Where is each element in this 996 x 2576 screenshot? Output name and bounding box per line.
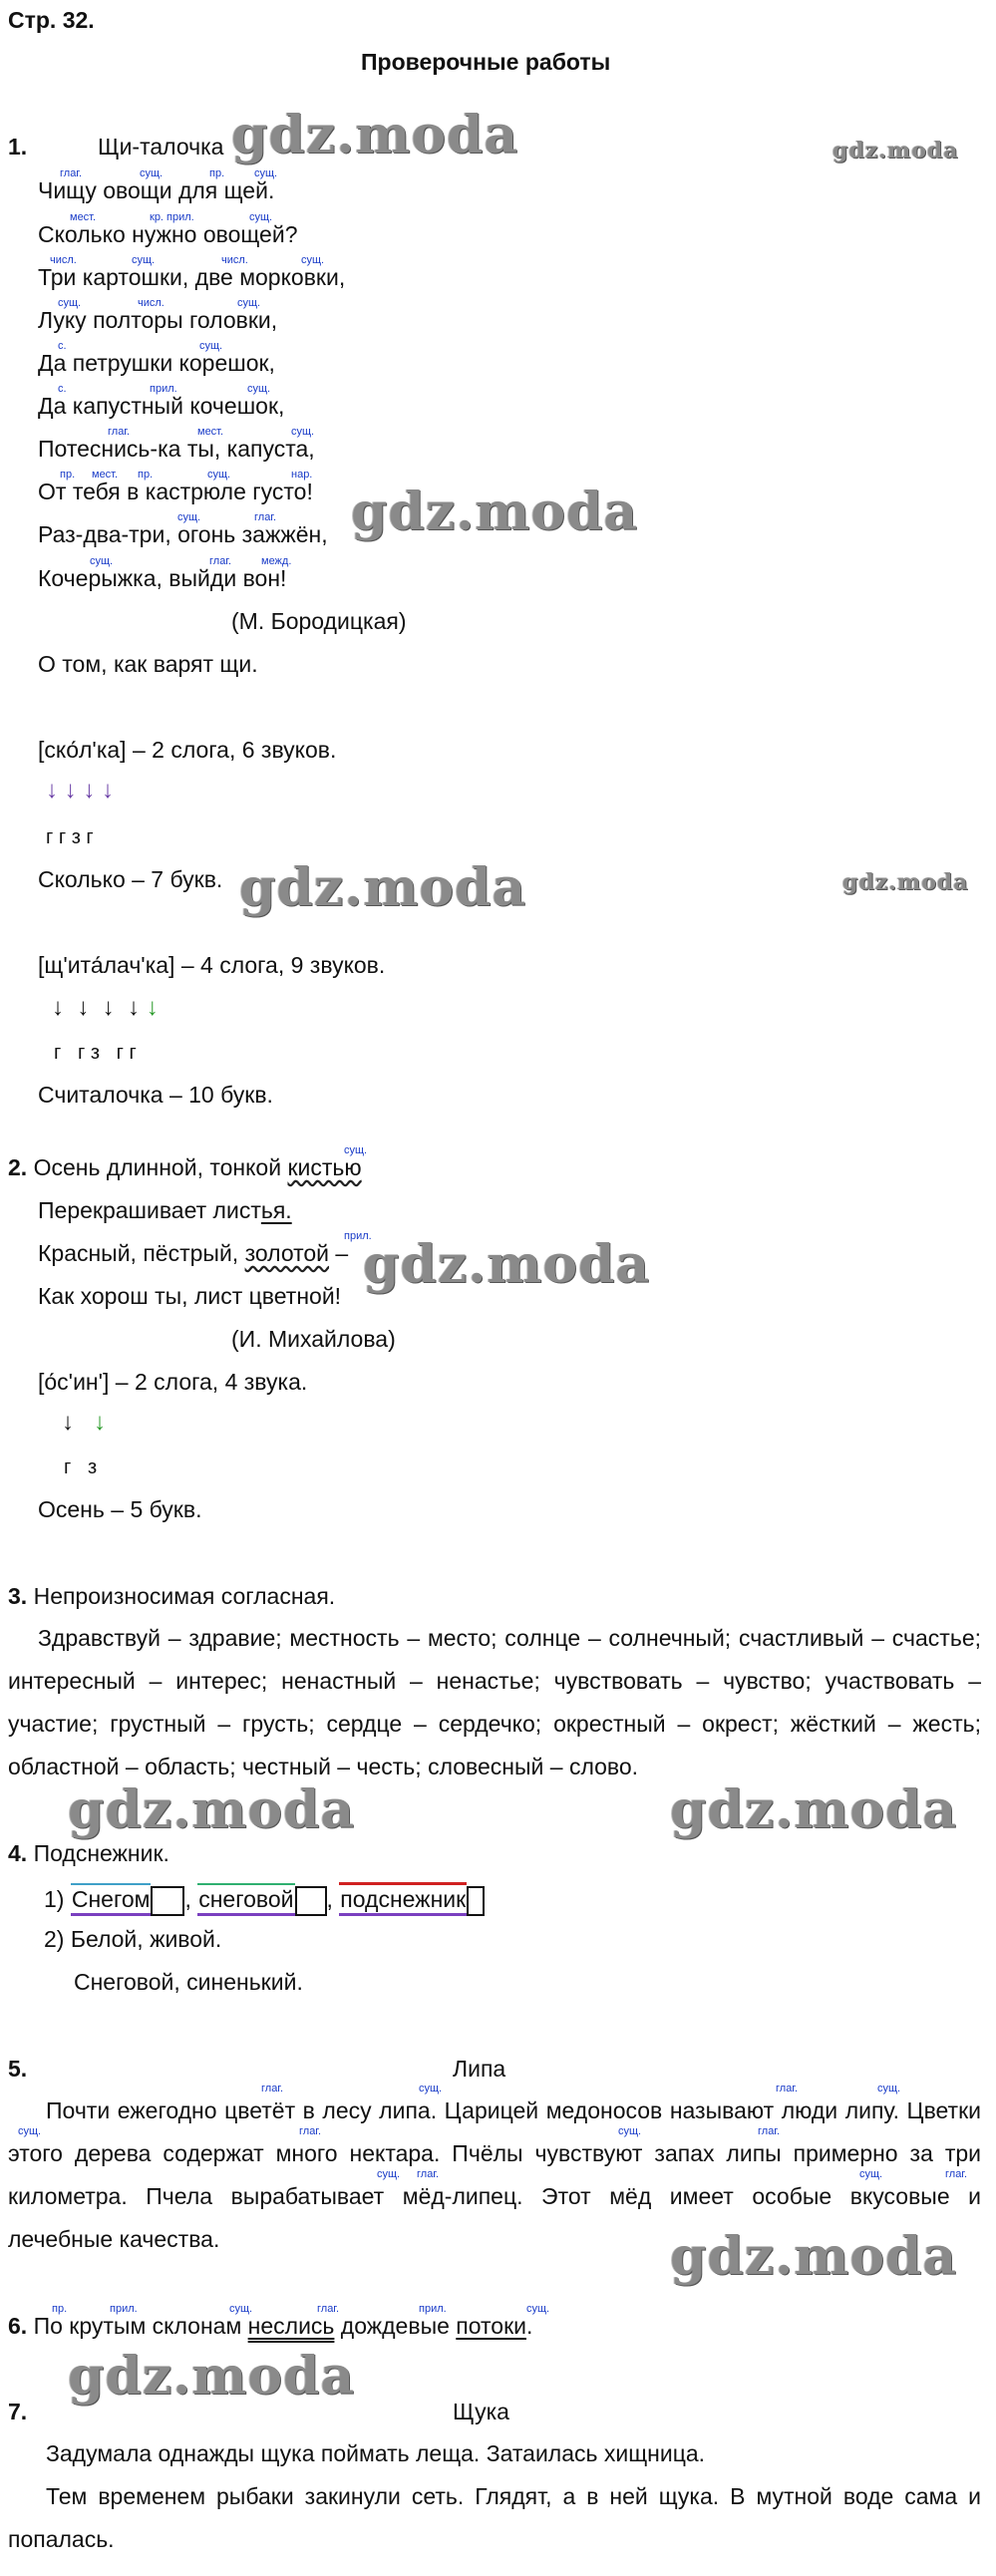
subject-word: кистью [287, 1154, 362, 1180]
predicate-word: неслись [247, 2313, 335, 2339]
poem-line: Осень длинной, тонкой [33, 1154, 282, 1180]
pos-label: числ. [138, 297, 165, 309]
poem-line: Как хорош ты, лист цветной! [38, 1283, 342, 1309]
task2-line2 [38, 1196, 292, 1224]
pos-label: сущ. [229, 2303, 253, 2315]
arrow-down-icon: ↓ ↓ ↓ ↓ [46, 777, 115, 804]
pos-label: сущ. [377, 2168, 401, 2180]
watermark: gdz.moda [231, 105, 519, 165]
task-number: 4. [8, 1840, 28, 1866]
pos-label: сущ. [247, 383, 271, 395]
pos-label: глаг. [417, 2168, 440, 2180]
pos-label: глаг. [299, 2125, 322, 2137]
item-text: Снеговой, синенький. [74, 1969, 303, 1995]
page-title: Проверочные работы [361, 49, 611, 75]
pos-label: прил. [419, 2303, 447, 2315]
watermark: gdz.moda [239, 857, 527, 918]
pos-label: пр. [52, 2303, 68, 2315]
pos-label: числ. [221, 254, 248, 266]
pos-label: глаг. [945, 2168, 968, 2180]
task3-heading-row [8, 1582, 335, 1610]
watermark: gdz.moda [842, 869, 969, 895]
sentence-text: дождевые [334, 2313, 457, 2339]
pos-label: пр. [138, 469, 154, 481]
pos-label: сущ. [18, 2125, 42, 2137]
pos-label: сущ. [237, 297, 261, 309]
pos-label: глаг. [209, 555, 232, 567]
task-heading: Непроизносимая согласная. [33, 1583, 336, 1609]
poem-line: Да петрушки корешок, [38, 350, 275, 376]
poem-line: Луку полторы головки, [38, 307, 278, 333]
morpheme-word [71, 1883, 152, 1916]
transcription: [о́с'ин'] – 2 слога, 4 звука. [38, 1369, 308, 1395]
pos-label: пр. [60, 469, 76, 481]
pos-label: сущ. [526, 2303, 550, 2315]
poem-line: Три картошки, две морковки, [38, 264, 346, 290]
pos-label: сущ. [249, 211, 273, 223]
sound-marks: г з [64, 1456, 98, 1478]
ending-box [467, 1886, 485, 1916]
pos-label: прил. [110, 2303, 138, 2315]
item-number: 1) [44, 1886, 65, 1912]
subject-word: потоки [456, 2313, 526, 2339]
poem-title: Щи-талочка [98, 134, 224, 160]
letter-count: Сколько – 7 букв. [38, 866, 223, 892]
pos-label: прил. [344, 1230, 372, 1242]
watermark: gdz.moda [832, 138, 959, 163]
sentence-text: По крутым склонам [33, 2313, 248, 2339]
watermark: gdz.moda [68, 1779, 356, 1840]
item-number: 2) [44, 1926, 65, 1952]
poem-line-dash: – [329, 1240, 349, 1266]
poem-line-ending: ья. [260, 1197, 292, 1223]
word-analysis-row: 1) Снегом , снеговой , подснежник [44, 1882, 485, 1916]
watermark: gdz.moda [351, 482, 639, 542]
pos-label: сущ. [877, 2083, 901, 2094]
poem-line: От тебя в кастрюле густо! [38, 479, 313, 504]
pos-label: сущ. [140, 167, 164, 179]
poem-line: Чищу овощи для щей. [38, 177, 275, 203]
adjective-word: золотой [244, 1240, 330, 1266]
pos-label: межд. [261, 555, 292, 567]
pos-label: глаг. [60, 167, 83, 179]
poem-author: (М. Бородицкая) [231, 608, 407, 634]
poem-line: Потеснись-ка ты, капуста, [38, 436, 315, 462]
transcription: [ско́л'ка] – 2 слога, 6 звуков. [38, 737, 337, 763]
arrow-down-icon: ↓ ↓ [62, 1409, 107, 1436]
pos-label: с. [58, 383, 67, 395]
pos-label: сущ. [199, 340, 223, 352]
pos-label: сущ. [132, 254, 156, 266]
letter-count: Считалочка – 10 букв. [38, 1082, 273, 1108]
pos-label: сущ. [419, 2083, 443, 2094]
pos-label: сущ. [58, 297, 82, 309]
poem-line: Красный, пёстрый, [38, 1240, 239, 1266]
task2-line1 [8, 1153, 362, 1181]
transcription: [щ'ита́лач'ка] – 4 слога, 9 звуков. [38, 952, 386, 978]
page-header: Стр. 32. [8, 7, 95, 33]
task-number: 6. [8, 2313, 28, 2339]
word-text: Снегом [71, 1886, 151, 1912]
task5-text: Почти ежегодно цветёт в лесу липа. Царицей медоносов называют люди липу. Цветки этого дерева содержат много нектара. Пчёлы чувствуют запах липы примерно за три километра. Пчела вырабатывает мёд-липец. Этот мёд имеет особые вкусовые и лечебные качества. [8, 2097, 981, 2252]
pos-label: сущ. [344, 1144, 368, 1156]
sentence-text: . [526, 2313, 533, 2339]
letter-count: Осень – 5 букв. [38, 1496, 202, 1522]
pos-label: сущ. [177, 511, 201, 523]
pos-label: сущ. [301, 254, 325, 266]
poem-line: Перекрашивает лист [38, 1197, 261, 1223]
task4-heading-row [8, 1839, 169, 1867]
pos-label: сущ. [254, 167, 278, 179]
task6-row [8, 2312, 532, 2340]
item-row [44, 1925, 221, 1953]
task3-text: Здравствуй – здравие; местность – место; солнце – солнечный; счастливый – счастье; интересный – интерес; ненастный – ненастье; чувствовать – чувство; участвовать – участие; грустный – грусть; сердце – сердечко; окрестный – окрест; жёсткий – жесть; областной – область; честный – честь; словесный – слово. [8, 1625, 981, 1779]
poem-about: О том, как варят щи. [38, 651, 258, 677]
pos-label: числ. [50, 254, 77, 266]
pos-label: глаг. [261, 2083, 284, 2094]
morpheme-word [339, 1882, 467, 1916]
pos-label: пр. [209, 167, 225, 179]
poem-line: Раз-два-три, огонь зажжён, [38, 521, 328, 547]
task-number: 1. [8, 134, 28, 160]
pos-label: нар. [291, 469, 313, 481]
task-number: 5. [8, 2056, 28, 2082]
poem-line: Кочерыжка, выйди вон! [38, 565, 287, 591]
task-heading: Подснежник. [33, 1840, 169, 1866]
pos-label: сущ. [291, 426, 315, 438]
arrow-down-icon: ↓ ↓ ↓ ↓ ↓ [52, 994, 159, 1021]
pos-label: прил. [150, 383, 177, 395]
pos-label: мест. [92, 469, 119, 481]
pos-label: глаг. [776, 2083, 799, 2094]
text-title: Липа [453, 2056, 506, 2082]
ending-box [151, 1886, 184, 1916]
sound-marks: г г з г г [54, 1042, 137, 1064]
task-number: 3. [8, 1583, 28, 1609]
pos-label: мест. [70, 211, 97, 223]
poem-line: Сколько нужно овощей? [38, 221, 298, 247]
sound-marks: г г з г [46, 826, 94, 848]
poem-line: Да капустный кочешок, [38, 393, 285, 419]
pos-label: глаг. [254, 511, 277, 523]
item-text: Белой, живой. [70, 1926, 222, 1952]
morpheme-word [197, 1883, 294, 1916]
pos-label: сущ. [207, 469, 231, 481]
task-number: 2. [8, 1154, 28, 1180]
pos-label: сущ. [90, 555, 114, 567]
watermark: gdz.moda [363, 1234, 651, 1295]
task7-paragraph: Задумала однажды щука поймать леща. Затаилась хищница. [46, 2440, 706, 2466]
poem-author: (И. Михайлова) [231, 1326, 396, 1352]
pos-label: сущ. [618, 2125, 642, 2137]
pos-label: с. [58, 340, 67, 352]
ending-box [295, 1886, 327, 1916]
watermark: gdz.moda [670, 2226, 958, 2287]
word-text: подснежник [340, 1886, 467, 1912]
pos-label: глаг. [317, 2303, 340, 2315]
watermark: gdz.moda [670, 1779, 958, 1840]
task-number: 7. [8, 2399, 28, 2424]
pos-label: кр. прил. [150, 211, 194, 223]
watermark: gdz.moda [68, 2346, 356, 2407]
task7-paragraph: Тем временем рыбаки закинули сеть. Глядят, а в ней щука. В мутной воде сама и попалась. [8, 2483, 981, 2552]
word-text: снеговой [198, 1886, 294, 1912]
task2-line3 [38, 1239, 348, 1267]
pos-label: мест. [197, 426, 224, 438]
pos-label: сущ. [859, 2168, 883, 2180]
pos-label: глаг. [108, 426, 131, 438]
text-title: Щука [453, 2399, 509, 2424]
pos-label: глаг. [758, 2125, 781, 2137]
